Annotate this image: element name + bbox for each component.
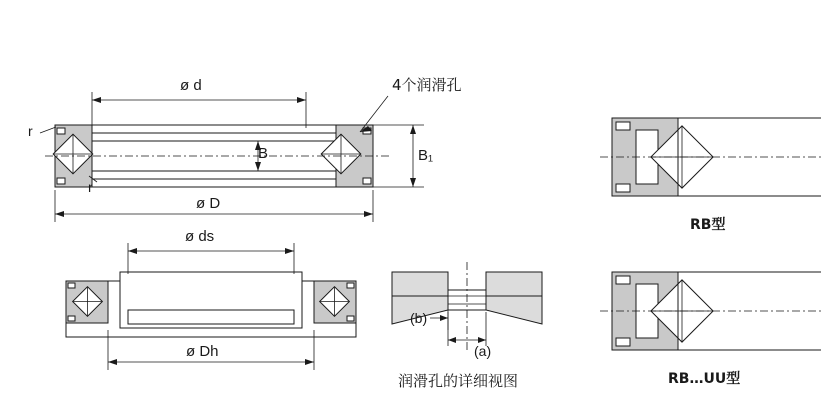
label-detail-b: (b) bbox=[410, 310, 428, 326]
rb-uu-type-section bbox=[600, 272, 821, 350]
rb-type-section bbox=[600, 118, 821, 196]
label-type-rb: RB型 bbox=[690, 217, 726, 233]
label-detail-a: (a) bbox=[474, 343, 492, 359]
label-B: B bbox=[258, 145, 269, 162]
label-r-inner: r bbox=[88, 179, 93, 195]
label-type-rb-uu: RB…UU型 bbox=[668, 371, 741, 387]
lube-hole-detail bbox=[392, 262, 542, 352]
label-r-outer: r bbox=[28, 123, 33, 139]
label-B1: B₁ bbox=[418, 147, 434, 164]
label-phi-ds: ø ds bbox=[185, 228, 215, 245]
label-detail-caption: 润滑孔的详细视图 bbox=[398, 372, 519, 390]
label-phi-Dh: ø Dh bbox=[186, 343, 219, 360]
label-lubrication-holes: 4个润滑孔 bbox=[392, 76, 462, 94]
main-cross-section bbox=[40, 92, 424, 222]
label-phi-D: ø D bbox=[196, 195, 221, 212]
label-phi-d: ø d bbox=[180, 77, 202, 94]
